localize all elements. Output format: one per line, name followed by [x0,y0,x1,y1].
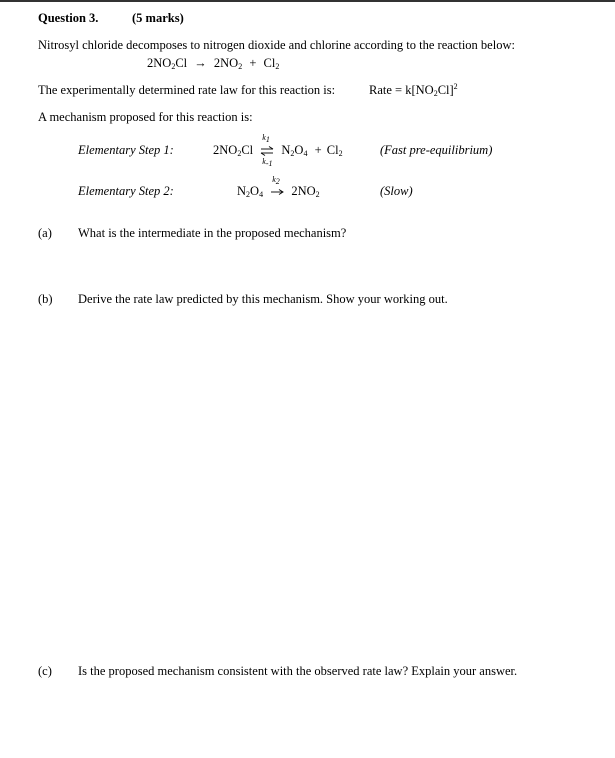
overall-product-2: $Cl_2$ [263,56,280,71]
part-c-label: (c) [38,664,52,678]
mechanism-intro: A mechanism proposed for this reaction is: [38,110,253,124]
step2-equation [237,175,320,199]
step2-reactant: $N_2O_4$ [237,184,264,199]
step1-label: Elementary Step 1: [78,143,174,157]
step2-note: (Slow) [380,184,413,198]
part-c-text: Is the proposed mechanism consistent with the observed rate law? Explain your answer. [78,664,518,678]
intro-text: Nitrosyl chloride decomposes to nitrogen dioxide and chlorine according to the reaction below: [38,38,515,52]
part-b-text: Derive the rate law predicted by this mechanism. Show your working out. [78,292,448,306]
step1-note: (Fast pre-equilibrium) [380,143,493,157]
step1-equation [213,133,343,169]
question-marks: (5 marks) [132,11,184,25]
k1-label: $k_1$ [262,133,270,145]
plus-sign: + [249,56,257,70]
rate-law-text: The experimentally determined rate law for this reaction is: [38,83,336,97]
step2-product: $2NO_2$ [291,184,320,199]
overall-product-1: $2NO_2$ [213,56,243,71]
step1-reactant: $2NO_2Cl$ [213,143,254,158]
step1-product-2: $Cl_2$ [326,143,343,158]
reaction-arrow: → [194,56,207,70]
part-a-text: What is the intermediate in the proposed mechanism? [78,226,347,240]
part-a-label: (a) [38,226,52,240]
top-border [0,0,615,2]
question-number: Question 3. [38,11,99,25]
k-minus1-label: $k_{-1}$ [262,157,273,169]
rate-law-expression: Rate = $k[NO_2Cl]^2$ [369,82,458,98]
step1-plus: + [314,143,322,157]
part-b-label: (b) [38,292,53,306]
overall-reactant: $2NO_2Cl$ [147,56,188,71]
k2-label: $k_2$ [272,175,280,187]
step1-product-1: $N_2O_4$ [281,143,308,158]
step2-label: Elementary Step 2: [78,184,174,198]
forward-arrow-icon [270,175,284,198]
overall-reaction [147,56,279,71]
equilibrium-arrow-icon [260,133,274,169]
